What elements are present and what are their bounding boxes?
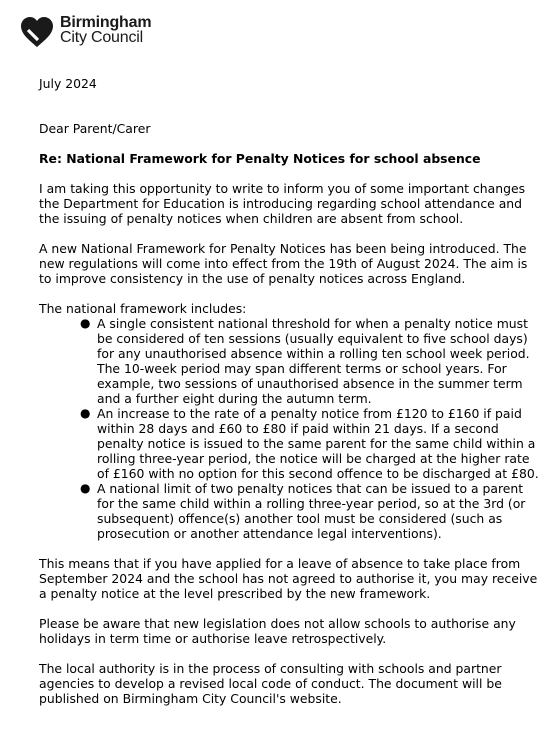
subject-heading: Re: National Framework for Penalty Notices for school absence [39,151,481,166]
council-name-line1: Birmingham [60,14,152,31]
council-logo [19,15,151,49]
list-item-text: A single consistent national threshold for when a penalty notice must be considered of ten sessions (usually equivalent to five school days) for any unauthorised absence within a rolling ten school week period. The 10-week period may span different terms or school years. For example, two sessions of unauthorised absence in the summer term and a further eight during the autumn term. [97,316,530,406]
bullet-icon: ● [80,316,91,330]
bullet-icon: ● [80,481,91,495]
list-item-text: A national limit of two penalty notices that can be issued to a parent for the same child within a rolling three-year period, so at the 3rd (or subsequent) offence(s) another tool must be considered (such as prosecution or another attendance legal interventions). [97,481,526,541]
list-item [80,316,539,406]
paragraph-framework: A new National Framework for Penalty Notices has been being introduced. The new regulations will come into effect from the 19th of August 2024. The aim is to improve consistency in the use of penalty notices across England. [39,241,528,286]
framework-list [39,316,539,541]
letter-body [39,76,539,721]
salutation: Dear Parent/Carer [39,121,151,136]
heart-logo-icon [19,16,55,48]
paragraph-leave: This means that if you have applied for a leave of absence to take place from September 2024 and the school has not agreed to authorise it, you may receive a penalty notice at the level prescribed by the new framework. [39,556,538,601]
council-name [60,15,151,45]
bullet-icon: ● [80,406,91,420]
paragraph-local-authority: The local authority is in the process of consulting with schools and partner agencies to develop a revised local code of conduct. The document will be published on Birmingham City Council's website. [39,661,502,706]
paragraph-intro: I am taking this opportunity to write to inform you of some important changes the Department for Education is introducing regarding school attendance and the issuing of penalty notices when children are absent from school. [39,181,526,226]
list-intro: The national framework includes: [39,301,247,316]
letter-date: July 2024 [39,76,97,91]
paragraph-legislation: Please be aware that new legislation does not allow schools to authorise any holidays in term time or authorise leave retrospectively. [39,616,516,646]
list-item [80,406,539,481]
list-item-text: An increase to the rate of a penalty notice from £120 to £160 if paid within 28 days and £60 to £80 if paid within 21 days. If a second penalty notice is issued to the same parent for the same child within a rolling three-year period, the notice will be charged at the higher rate of £160 with no option for this second offence to be discharged at £80. [97,406,539,481]
council-name-line2: City Council [60,29,143,46]
list-item [80,481,539,541]
